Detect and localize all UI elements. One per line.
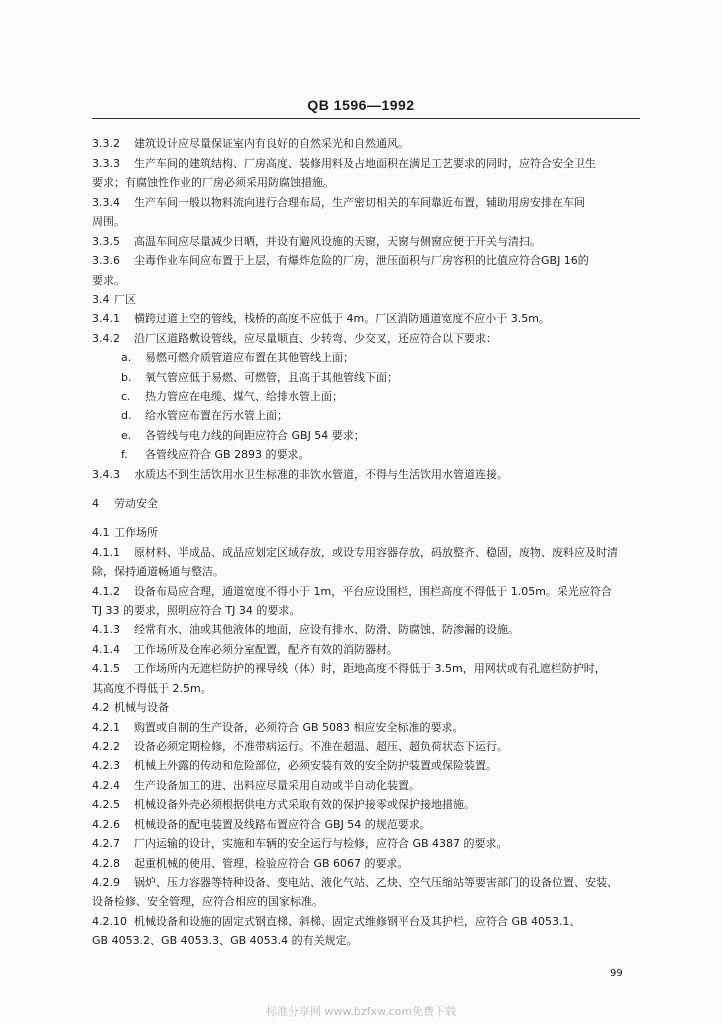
list-letter: c. — [121, 390, 131, 403]
clause-text: 机械设备外壳必须根据供电方式采取有效的保护接零或保护接地措施。 — [134, 798, 475, 811]
text-line — [92, 312, 644, 325]
clause-text: 起重机械的使用、管理、检验应符合 GB 6067 的要求。 — [134, 857, 409, 870]
text-line — [92, 215, 644, 228]
clause-text: 各管线与电力线的间距应符合 GBJ 54 要求； — [145, 429, 365, 442]
text-line — [92, 740, 644, 753]
clause-text: 厂内运输的设计，实施和车辆的安全运行与检修，应符合 GB 4387 的要求。 — [134, 837, 508, 850]
text-line — [92, 332, 644, 345]
footer-watermark: 标准分享网 www.bzfxw.com免费下载 — [265, 1005, 457, 1018]
clause-number: 4.1.2 — [92, 585, 120, 598]
text-line — [92, 682, 644, 695]
text-line — [92, 565, 644, 578]
clause-number: 3.3.5 — [92, 235, 120, 248]
text-line — [92, 837, 644, 850]
clause-text: 厂区 — [114, 293, 136, 306]
clause-text: TJ 33 的要求，照明应符合 TJ 34 的要求。 — [92, 604, 301, 617]
text-line — [92, 623, 644, 636]
clause-text: 机械设备的配电装置及线路布置应符合 GBJ 54 的规范要求。 — [134, 818, 431, 831]
clause-text: 易燃可燃介质管道应布置在其他管线上面； — [145, 351, 354, 364]
text-line — [121, 390, 673, 403]
text-line — [121, 409, 673, 422]
clause-number: 4.1.1 — [92, 546, 120, 559]
clause-number: 4.2.2 — [92, 740, 120, 753]
text-line — [92, 497, 644, 510]
clause-text: 生产车间的建筑结构、厂房高度、装修用料及占地面积在满足工艺要求的同时，应符合安全卫生 — [134, 157, 596, 170]
clause-number: 3.4.2 — [92, 332, 120, 345]
text-line — [92, 604, 644, 617]
text-line — [92, 235, 644, 248]
clause-text: 横跨过道上空的管线，栈桥的高度不应低于 4m。厂区消防通道宽度不应小于 3.5m。 — [134, 312, 550, 325]
clause-text: 劳动安全 — [114, 497, 158, 510]
clause-text: 机械上外露的传动和危险部位，必须安装有效的安全防护装置或保险装置。 — [134, 759, 497, 772]
clause-text: 各管线应符合 GB 2893 的要求。 — [145, 448, 310, 461]
text-line — [92, 196, 644, 209]
clause-text: 要求。 — [92, 274, 125, 287]
text-line — [92, 915, 644, 928]
clause-number: 3.4.1 — [92, 312, 120, 325]
clause-text: 给水管应布置在污水管上面； — [145, 409, 288, 422]
text-line — [92, 254, 644, 267]
page-number: 99 — [610, 968, 623, 979]
clause-text: 热力管应在电缆、煤气、给排水管上面； — [145, 390, 343, 403]
clause-text: 高温车间应尽量减少日晒，并设有避风设施的天窗，天窗与侧窗应便于开关与清扫。 — [134, 235, 541, 248]
clause-text: 经常有水、油或其他液体的地面，应设有排水、防滑、防腐蚀、防渗漏的设施。 — [134, 623, 519, 636]
text-line — [92, 798, 644, 811]
list-letter: d. — [121, 409, 132, 422]
clause-text: 工作场所 — [114, 526, 158, 539]
clause-number: 4.1 — [92, 526, 110, 539]
clause-number: 3.3.6 — [92, 254, 120, 267]
text-line — [121, 429, 673, 442]
clause-text: 其高度不得低于 2.5m。 — [92, 682, 212, 695]
text-line — [92, 643, 644, 656]
list-letter: a. — [121, 351, 132, 364]
clause-number: 4.2.10 — [92, 915, 127, 928]
clause-text: 尘毒作业车间应布置于上层，有爆炸危险的厂房，泄压面积与厂房容积的比值应符合GBJ 16的 — [134, 254, 589, 267]
clause-text: 生产车间一般以物料流向进行合理布局，生产密切相关的车间靠近布置，辅助用房安排在车间 — [134, 196, 585, 209]
clause-number: 3.3.4 — [92, 196, 120, 209]
clause-number: 3.3.2 — [92, 137, 120, 150]
clause-text: 生产设备加工的进、出料应尽量采用自动或半自动化装置。 — [134, 779, 420, 792]
text-line — [121, 448, 673, 461]
clause-text: 设备检修、安全管理，应符合相应的国家标准。 — [92, 895, 323, 908]
header-rule — [92, 118, 640, 119]
clause-text: 水质达不到生活饮用水卫生标准的非饮水管道，不得与生活饮用水管道连接。 — [134, 468, 508, 481]
clause-text: 设备布局应合理，通道宽度不得小于 1m，平台应设围栏，围栏高度不得低于 1.05m。采光应符合 — [134, 585, 612, 598]
clause-text: GB 4053.2、GB 4053.3、GB 4053.4 的有关规定。 — [92, 934, 358, 947]
text-line — [92, 701, 644, 714]
clause-text: 原材料、半成品、成品应划定区域存放，或设专用容器存放，码放整齐、稳固，废物、废料应及时清 — [134, 546, 618, 559]
clause-number: 4.2 — [92, 701, 110, 714]
page-header: QB 1596—1992 — [307, 97, 415, 113]
list-letter: f. — [121, 448, 128, 461]
text-line — [121, 351, 673, 364]
clause-number: 3.4 — [92, 293, 110, 306]
text-line — [92, 274, 644, 287]
clause-number: 4.1.3 — [92, 623, 120, 636]
text-line — [92, 779, 644, 792]
clause-number: 4.2.5 — [92, 798, 120, 811]
clause-text: 机械设备和设施的固定式钢直梯、斜梯、固定式维修钢平台及其护栏，应符合 GB 4053.1、 — [134, 915, 581, 928]
text-line — [92, 876, 644, 889]
clause-text: 工作场所内无遮栏防护的裸导线（体）时，距地高度不得低于 3.5m，用网状或有孔遮栏防护时， — [134, 662, 606, 675]
clause-number: 4.2.3 — [92, 759, 120, 772]
text-line — [92, 857, 644, 870]
clause-text: 沿厂区道路敷设管线，应尽量顺直、少转弯、少交叉，还应符合以下要求： — [134, 332, 497, 345]
text-line — [92, 468, 644, 481]
clause-number: 4.2.1 — [92, 721, 120, 734]
text-line — [92, 895, 644, 908]
clause-number: 4.2.7 — [92, 837, 120, 850]
clause-number: 4.2.9 — [92, 876, 120, 889]
clause-number: 3.4.3 — [92, 468, 120, 481]
text-line — [92, 721, 644, 734]
list-letter: e. — [121, 429, 132, 442]
clause-text: 机械与设备 — [114, 701, 169, 714]
clause-number: 4.2.8 — [92, 857, 120, 870]
clause-text: 要求；有腐蚀性作业的厂房必须采用防腐蚀措施。 — [92, 176, 334, 189]
text-line — [92, 759, 644, 772]
clause-number: 4.2.6 — [92, 818, 120, 831]
text-line — [92, 526, 644, 539]
text-line — [92, 934, 644, 947]
clause-number: 3.3.3 — [92, 157, 120, 170]
text-line — [92, 137, 644, 150]
clause-number: 4.1.5 — [92, 662, 120, 675]
text-line — [92, 176, 644, 189]
clause-text: 购置或自制的生产设备，必须符合 GB 5083 相应安全标准的要求。 — [134, 721, 464, 734]
clause-text: 设备必须定期检修，不准带病运行。不准在超温、超压、超负荷状态下运行。 — [134, 740, 508, 753]
clause-text: 建筑设计应尽量保证室内有良好的自然采光和自然通风。 — [134, 137, 409, 150]
clause-number: 4 — [92, 497, 99, 510]
text-line — [92, 662, 644, 675]
clause-text: 工作场所及仓库必须分室配置，配齐有效的消防器材。 — [134, 643, 398, 656]
clause-text: 锅炉、压力容器等特种设备、变电站、液化气站、乙炔、空气压缩站等要害部门的设备位置、安装、 — [134, 876, 618, 889]
text-line — [92, 546, 644, 559]
text-line — [92, 157, 644, 170]
clause-number: 4.1.4 — [92, 643, 120, 656]
text-line — [92, 293, 644, 306]
list-letter: b. — [121, 371, 132, 384]
text-line — [92, 585, 644, 598]
clause-number: 4.2.4 — [92, 779, 120, 792]
clause-text: 氧气管应低于易燃、可燃管，且高于其他管线下面； — [145, 371, 398, 384]
clause-text: 除，保持通道畅通与整洁。 — [92, 565, 224, 578]
text-line — [121, 371, 673, 384]
clause-text: 周围。 — [92, 215, 125, 228]
text-line — [92, 818, 644, 831]
